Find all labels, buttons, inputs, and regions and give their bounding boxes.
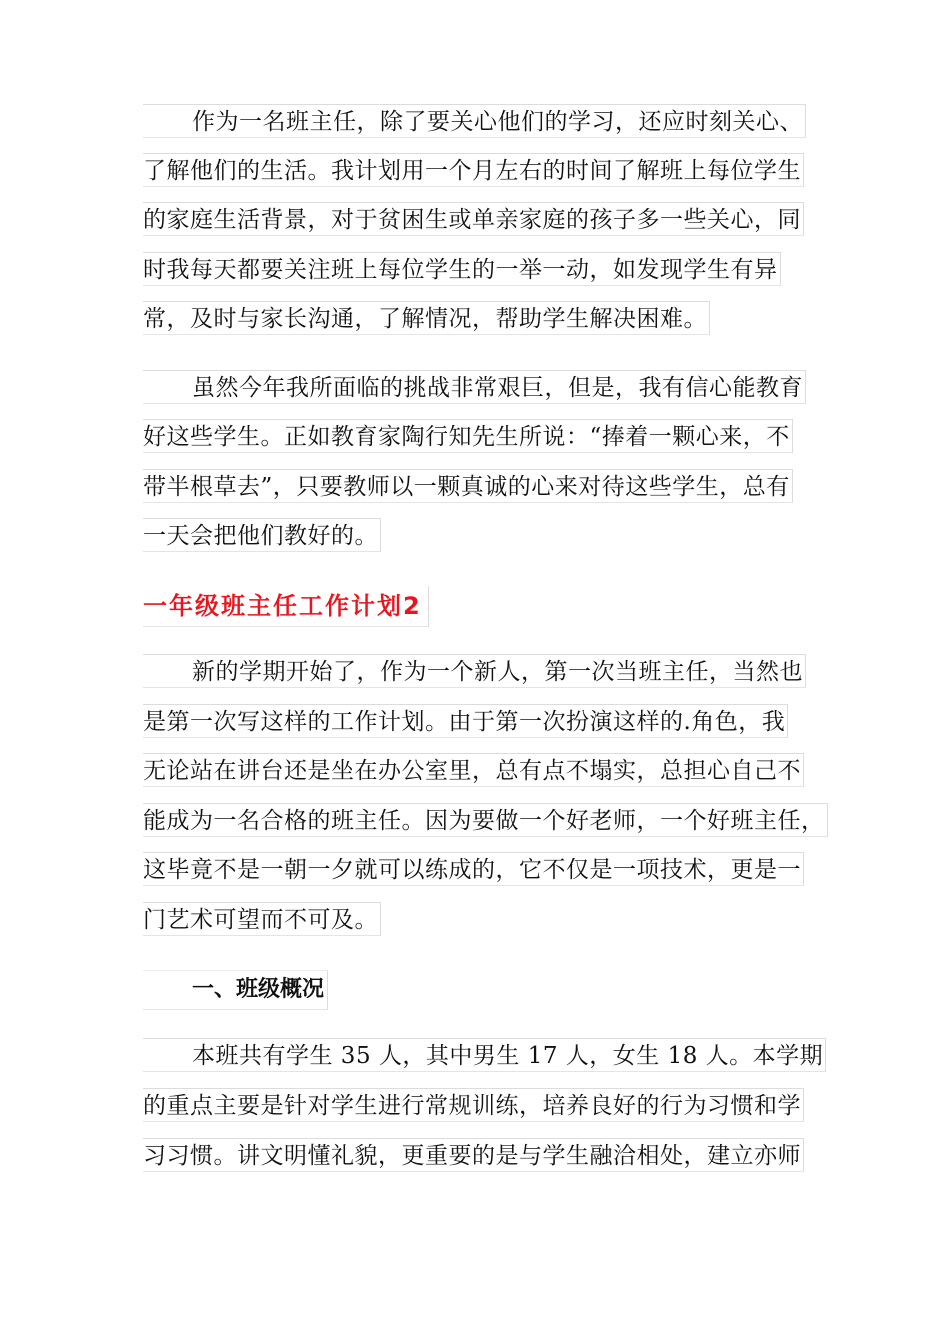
paragraph-3-line-3: 无论站在讲台还是坐在办公室里，总有点不塌实，总担心自己不 bbox=[143, 753, 804, 787]
paragraph-1-line-3: 的家庭生活背景，对于贫困生或单亲家庭的孩子多一些关心，同 bbox=[143, 202, 804, 236]
paragraph-1-line-4: 时我每天都要关注班上每位学生的一举一动，如发现学生有异 bbox=[143, 252, 781, 286]
paragraph-1-line-2: 了解他们的生活。我计划用一个月左右的时间了解班上每位学生 bbox=[143, 153, 804, 187]
paragraph-3-line-4: 能成为一名合格的班主任。因为要做一个好老师，一个好班主任， bbox=[143, 803, 828, 837]
paragraph-3-line-2: 是第一次写这样的工作计划。由于第一次扮演这样的.角色，我 bbox=[143, 704, 788, 738]
paragraph-2-line-4: 一天会把他们教好的。 bbox=[143, 518, 381, 552]
paragraph-3-line-1: 新的学期开始了，作为一个新人，第一次当班主任，当然也 bbox=[143, 654, 806, 688]
paragraph-1-line-5: 常，及时与家长沟通，了解情况，帮助学生解决困难。 bbox=[143, 301, 710, 335]
paragraph-1-line-1: 作为一名班主任，除了要关心他们的学习，还应时刻关心、 bbox=[143, 104, 806, 138]
subheading-class-overview: 一、班级概况 bbox=[143, 970, 328, 1010]
paragraph-3-line-6: 门艺术可望而不可及。 bbox=[143, 902, 381, 936]
paragraph-2-line-1: 虽然今年我所面临的挑战非常艰巨，但是，我有信心能教育 bbox=[143, 370, 806, 404]
paragraph-2-line-2: 好这些学生。正如教育家陶行知先生所说：“捧着一颗心来，不 bbox=[143, 419, 793, 453]
paragraph-4-line-2: 的重点主要是针对学生进行常规训练，培养良好的行为习惯和学 bbox=[143, 1088, 804, 1122]
paragraph-4-line-3: 习习惯。讲文明懂礼貌，更重要的是与学生融洽相处，建立亦师 bbox=[143, 1138, 804, 1172]
paragraph-2-line-3: 带半根草去”，只要教师以一颗真诚的心来对待这些学生，总有 bbox=[143, 469, 793, 503]
paragraph-3-line-5: 这毕竟不是一朝一夕就可以练成的，它不仅是一项技术，更是一 bbox=[143, 852, 804, 886]
paragraph-4-line-1: 本班共有学生 35 人，其中男生 17 人，女生 18 人。本学期 bbox=[143, 1038, 826, 1072]
section-title: 一年级班主任工作计划2 bbox=[143, 586, 429, 627]
